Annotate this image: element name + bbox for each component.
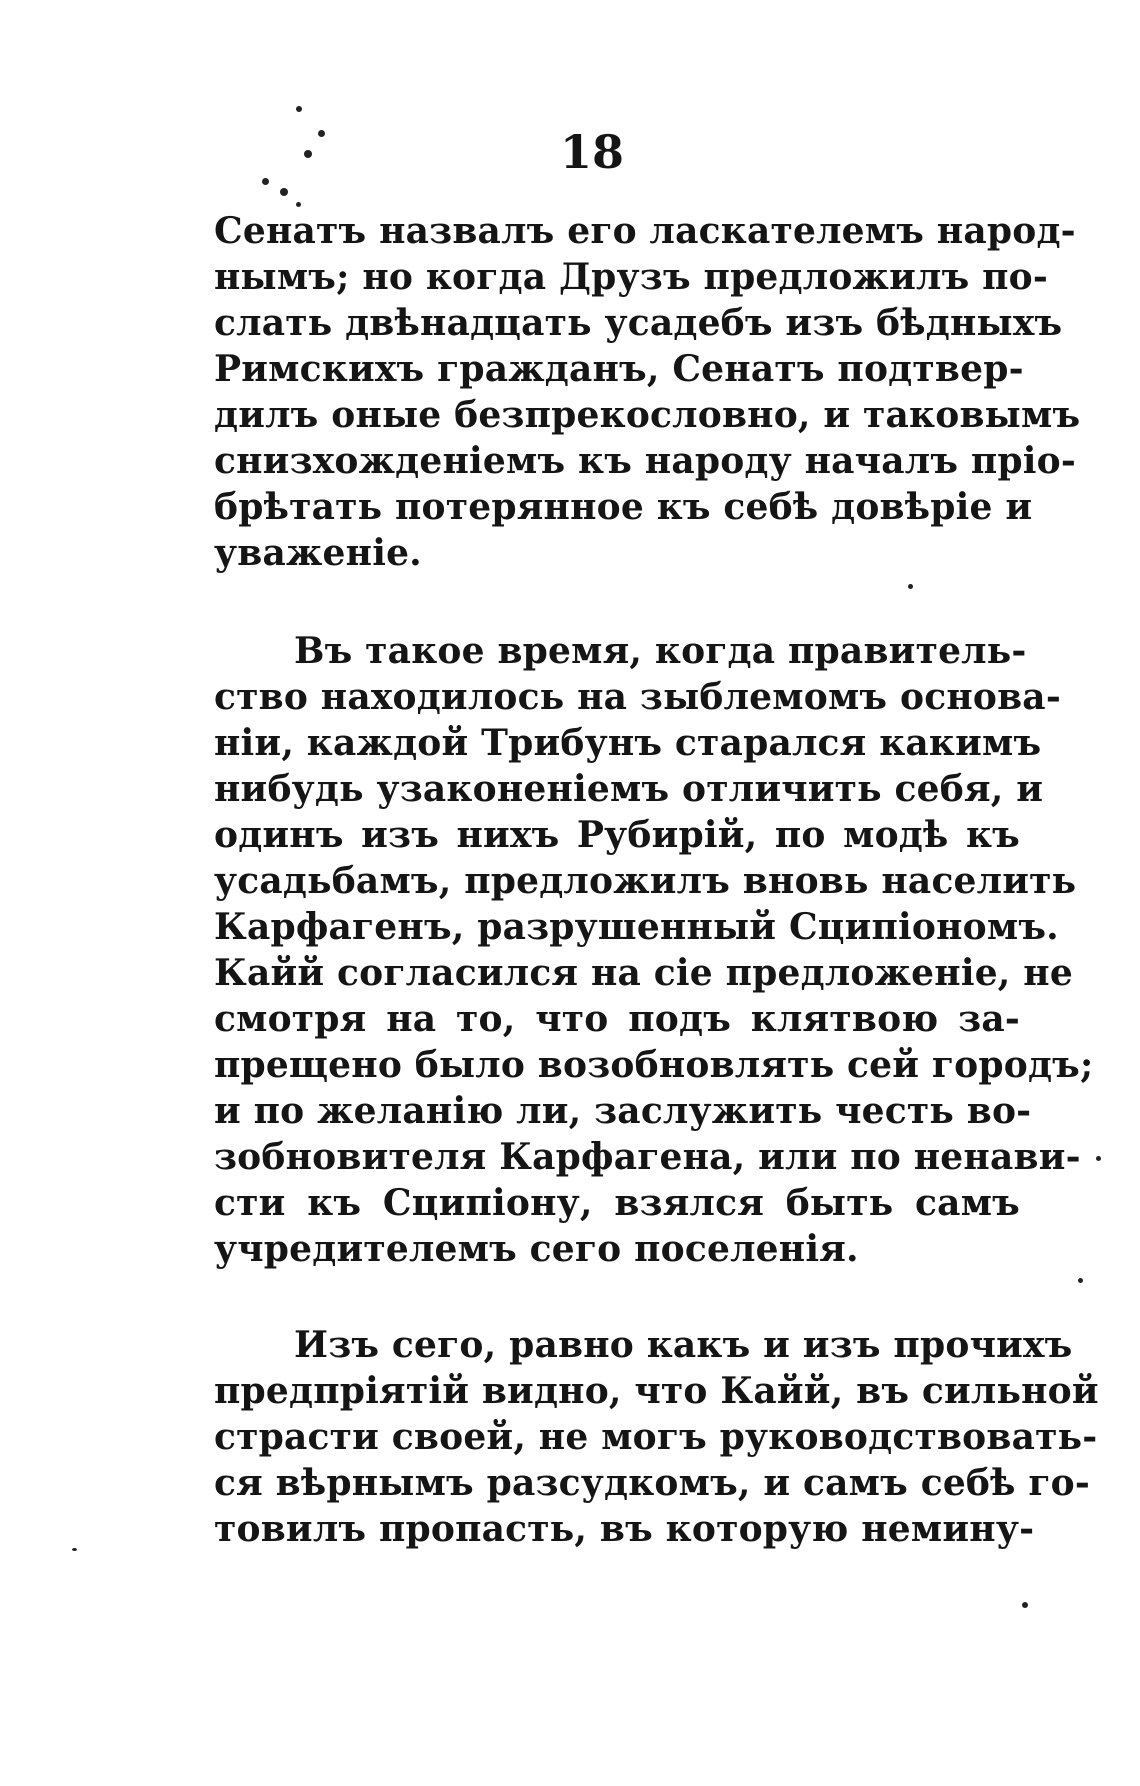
text-line: Изъ сего, равно какъ и изъ прочихъ xyxy=(294,1324,1073,1366)
scan-speck xyxy=(908,584,913,589)
text-line: учредителемъ сего поселенія. xyxy=(214,1228,859,1270)
text-line: прещено было возобновлять сей городъ; xyxy=(214,1044,1094,1086)
text-line: предпріятій видно, что Кайй, въ сильной xyxy=(214,1370,1099,1412)
text-line: ся вѣрнымъ разсудкомъ, и самъ себѣ го- xyxy=(214,1462,1090,1504)
page-number: 18 xyxy=(560,125,625,179)
paragraph-3 xyxy=(214,1322,1099,1552)
text-line: Въ такое время, когда правитель- xyxy=(294,630,1027,672)
text-line: товилъ пропасть, въ которую немину- xyxy=(214,1508,1035,1550)
text-line: Карфагенъ, разрушенный Сципіономъ. xyxy=(214,906,1059,948)
scan-speck xyxy=(1022,1602,1028,1608)
paragraph-1 xyxy=(214,208,1081,576)
text-line: Сенатъ назвалъ его ласкателемъ народ- xyxy=(214,210,1076,252)
text-line: нибудь узаконеніемъ отличить себя, и xyxy=(214,768,1044,810)
text-line: дилъ оные безпрекословно, и таковымъ xyxy=(214,394,1081,436)
scan-speck xyxy=(1096,1156,1101,1161)
scan-speck xyxy=(262,178,269,185)
text-line: зобновителя Карфагена, или по ненави- xyxy=(214,1136,1081,1178)
text-line: страсти своей, не могъ руководствовать- xyxy=(214,1416,1098,1458)
text-line: уваженіе. xyxy=(214,532,422,574)
text-line: снизхожденіемъ къ народу началъ пріо- xyxy=(214,440,1077,482)
text-line: брѣтать потерянное къ себѣ довѣріе и xyxy=(214,486,1033,528)
text-line: смотря на то, что подъ клятвою за- xyxy=(214,998,1020,1040)
scan-speck xyxy=(296,202,301,207)
text-line: и по желанію ли, заслужить честь во- xyxy=(214,1090,1032,1132)
text-line: сти къ Сципіону, взялся быть самъ xyxy=(214,1182,1020,1224)
text-line: ство находилось на зыблемомъ основа- xyxy=(214,676,1061,718)
scan-speck xyxy=(1078,1278,1083,1283)
text-line: усадьбамъ, предложилъ вновь населить xyxy=(214,860,1077,902)
scan-speck xyxy=(296,106,302,112)
text-line: ніи, каждой Трибунъ старался какимъ xyxy=(214,722,1042,764)
scan-speck xyxy=(318,130,325,137)
text-line: Кайй согласился на сіе предложеніе, не xyxy=(214,952,1073,994)
text-line: одинъ изъ нихъ Рубирій, по модѣ къ xyxy=(214,814,1020,856)
text-line: слать двѣнадцать усадебъ изъ бѣдныхъ xyxy=(214,302,1063,344)
paragraph-2 xyxy=(214,628,1094,1272)
text-line: нымъ; но когда Друзъ предложилъ по- xyxy=(214,256,1049,298)
scan-speck xyxy=(304,150,312,158)
text-line: Римскихъ гражданъ, Сенатъ подтвер- xyxy=(214,348,1024,390)
scan-speck xyxy=(72,1548,77,1551)
scan-speck xyxy=(280,188,288,196)
